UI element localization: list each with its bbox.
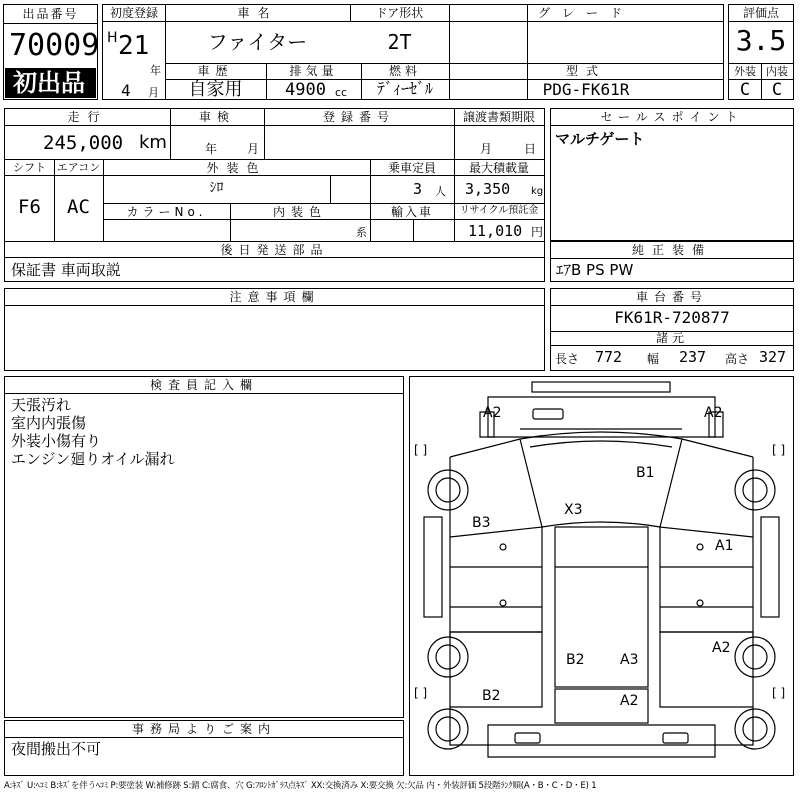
- damage-mark: B1: [636, 465, 655, 481]
- office-label: 事務局よりご案内: [131, 722, 276, 736]
- int-color-label: 内装色: [272, 205, 327, 219]
- car-name-label: 車名: [237, 6, 278, 20]
- bracket-mark: [ ]: [772, 443, 786, 457]
- recycle-fee: 11,010: [468, 222, 523, 240]
- year-unit: 年: [150, 64, 161, 77]
- bracket-mark: [ ]: [772, 686, 786, 700]
- grade-label: グレード: [537, 6, 634, 20]
- max-load: 3,350: [465, 180, 511, 198]
- truck-damage-map: [410, 377, 793, 775]
- score-label: 評価点: [742, 6, 779, 20]
- bracket-mark: [ ]: [414, 686, 428, 700]
- damage-mark: A3: [620, 652, 639, 668]
- legend: A:ｷｽﾞ U:ﾍｺﾐ B:ｷｽﾞを伴うﾍｺﾐ P:要塗装 W:補修跡 S:錆 C:腐食、穴 G:ﾌﾛﾝﾄｶﾞﾗｽ点ｷｽﾞ XX:交換済み X:要交換 欠:欠品 内・外装評価 5段階ﾗﾝｸ順(A・B・C・D・E) 1: [4, 781, 597, 791]
- damage-mark: B2: [482, 688, 501, 704]
- damage-mark: A2: [704, 405, 723, 421]
- door-label: ドア形状: [375, 6, 424, 20]
- later-parts-label: 後日発送部品: [220, 243, 329, 257]
- inspector-box: [4, 376, 404, 718]
- lot-number-box: [3, 4, 98, 100]
- notes-label: 注意事項欄: [229, 290, 320, 304]
- width-label: 幅: [647, 352, 660, 366]
- displacement-unit: cc: [335, 86, 348, 99]
- header-table: [102, 4, 724, 100]
- office-text: 夜間搬出不可: [11, 740, 102, 758]
- first-reg-label: 初度登録: [109, 6, 158, 20]
- equipment-label: 純正装備: [631, 243, 712, 257]
- color-no-label: カラーNo.: [126, 205, 207, 219]
- chassis-box: [550, 288, 794, 371]
- transfer-day-unit: 日: [524, 142, 537, 156]
- inspector-label: 検査員記入欄: [149, 378, 258, 392]
- chassis-label: 車台番号: [635, 290, 708, 304]
- displacement: 4900: [285, 80, 326, 100]
- lot-number-label: 出品番号: [22, 7, 79, 21]
- selling-points: マルチゲート: [555, 130, 645, 148]
- recycle-unit: 円: [531, 225, 544, 239]
- notes-box: [4, 288, 545, 371]
- score-value: 3.5: [735, 24, 787, 57]
- car-name: ファイター: [207, 30, 308, 54]
- transfer-label: 譲渡書類期限: [462, 110, 535, 124]
- import-label: 輸入車: [390, 205, 433, 219]
- mileage-label: 走行: [67, 110, 108, 124]
- inspection-label: 車検: [198, 110, 235, 124]
- era: H: [107, 30, 118, 46]
- displacement-label: 排気量: [289, 64, 338, 78]
- office-box: [4, 720, 404, 776]
- transfer-month-unit: 月: [480, 142, 493, 156]
- chassis-number: FK61R-720877: [614, 308, 730, 327]
- spec-table: [4, 108, 545, 282]
- max-load-label: 最大積載量: [468, 161, 529, 175]
- shift-label: シフト: [13, 161, 46, 174]
- damage-mark: X3: [564, 502, 583, 518]
- inspector-line-1: 天張汚れ: [11, 396, 72, 414]
- month-unit: 月: [148, 86, 159, 99]
- equipment: ｴｱB PS PW: [556, 261, 634, 279]
- interior-grade: C: [771, 80, 783, 100]
- later-parts: 保証書 車両取説: [11, 261, 121, 279]
- exterior-label: 外装: [734, 65, 756, 78]
- damage-mark: A2: [712, 640, 731, 656]
- capacity-unit: 人: [435, 185, 446, 198]
- capacity: 3: [413, 180, 423, 198]
- damage-mark: A1: [715, 538, 734, 554]
- dims-label: 諸元: [655, 331, 688, 345]
- inspector-line-4: エンジン廻りオイル漏れ: [11, 450, 175, 468]
- ext-color: ｼﾛ: [209, 180, 224, 196]
- fuel: ﾃﾞｨｰｾﾞﾙ: [376, 79, 433, 98]
- length-label: 長さ: [555, 352, 580, 366]
- ac-label: エアコン: [56, 161, 101, 174]
- registration-label: 登録番号: [322, 110, 395, 124]
- first-reg-month: 4: [121, 81, 131, 100]
- first-listing-text: 初出品: [13, 69, 85, 97]
- inspector-line-2: 室内内張傷: [11, 414, 87, 432]
- lot-number: 70009: [9, 28, 100, 63]
- model-code: PDG-FK61R: [542, 80, 630, 99]
- first-reg-year: 21: [118, 31, 150, 61]
- int-color-unit: 系: [356, 226, 367, 239]
- width: 237: [679, 348, 707, 366]
- capacity-label: 乗車定員: [387, 161, 436, 175]
- score-box: [728, 4, 794, 100]
- inspection-year-unit: 年: [205, 142, 218, 156]
- inspector-line-3: 外装小傷有り: [11, 432, 102, 450]
- shift: F6: [18, 196, 41, 218]
- equipment-box: [550, 241, 794, 282]
- history-label: 車歴: [197, 64, 234, 78]
- selling-points-box: [550, 108, 794, 241]
- inspection-month-unit: 月: [247, 142, 260, 156]
- damage-mark: A2: [620, 693, 639, 709]
- bracket-mark: [ ]: [414, 443, 428, 457]
- model-label: 型式: [565, 64, 606, 78]
- ext-color-label: 外装色: [206, 161, 267, 175]
- interior-label: 内装: [766, 65, 788, 78]
- history: 自家用: [188, 79, 243, 100]
- height-label: 高さ: [725, 352, 750, 366]
- door-type: 2T: [387, 30, 412, 54]
- damage-mark: B2: [566, 652, 585, 668]
- damage-mark: A2: [483, 405, 502, 421]
- max-load-unit: kg: [531, 186, 544, 197]
- height: 327: [759, 348, 787, 366]
- ac: AC: [67, 196, 90, 218]
- mileage-unit: km: [139, 132, 167, 153]
- damage-diagram-box: [409, 376, 794, 776]
- length: 772: [595, 348, 623, 366]
- damage-mark: B3: [472, 515, 491, 531]
- mileage: 245,000: [43, 132, 124, 154]
- exterior-grade: C: [739, 80, 751, 100]
- selling-points-label: セールスポイント: [600, 110, 744, 124]
- recycle-label: リサイクル預託金: [459, 205, 539, 216]
- fuel-label: 燃料: [388, 64, 421, 78]
